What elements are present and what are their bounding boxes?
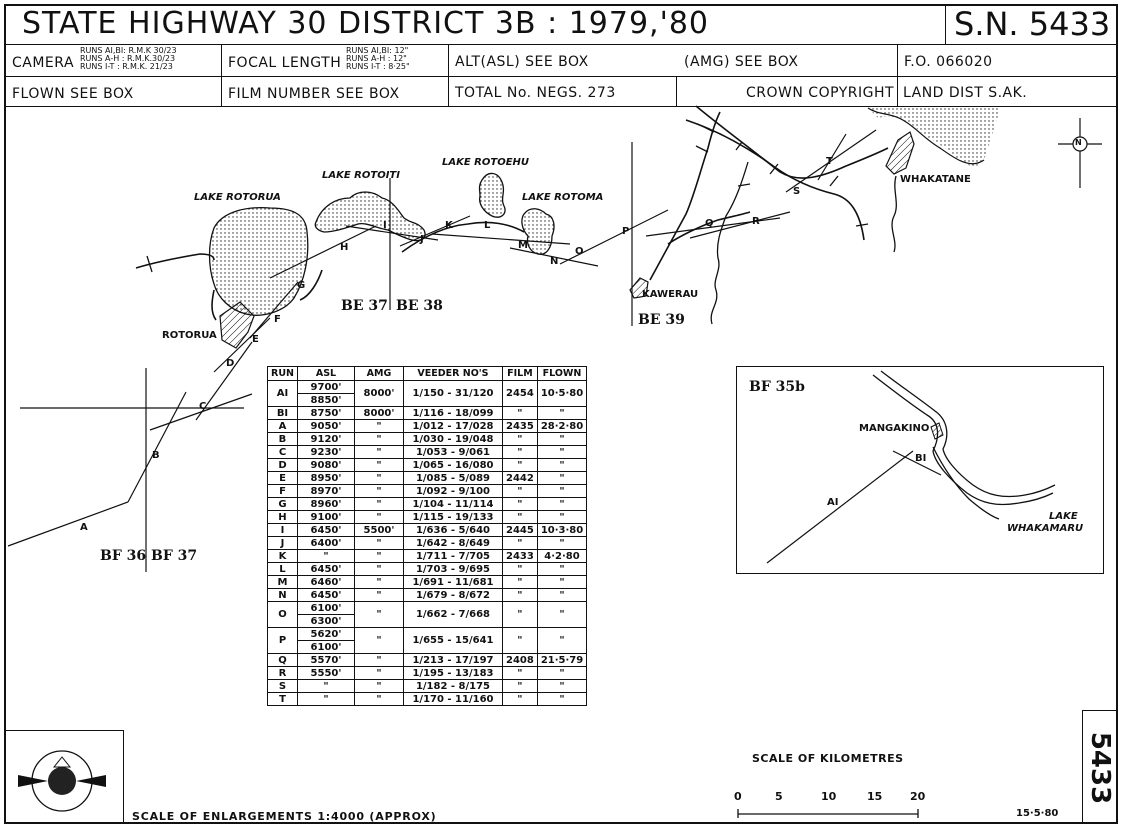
table-row [268, 511, 587, 524]
cell-asl: " [297, 550, 354, 563]
cell-amg: " [354, 472, 403, 485]
cell-amg: " [354, 667, 403, 680]
run-label-d: D [226, 358, 235, 369]
scale-bar [734, 806, 924, 820]
cell-amg: " [354, 628, 403, 654]
side-sheet-number-box [1082, 710, 1118, 824]
run-label-h: H [340, 242, 349, 253]
cell-run: N [268, 589, 298, 602]
sheet-bf37-label: BF 37 [151, 548, 198, 564]
cell-run: G [268, 498, 298, 511]
cell-run: A [268, 420, 298, 433]
fo-number: F.O. 066020 [904, 54, 993, 70]
col-run: RUN [268, 367, 298, 381]
run-label-l: L [484, 220, 491, 231]
side-sheet-number-wrap [1085, 713, 1115, 823]
table-row [268, 550, 587, 563]
river-whakatane [892, 176, 896, 252]
run-label-e: E [252, 334, 259, 345]
nz-aerial-mapping-logo [4, 731, 120, 821]
run-label-c: C [199, 401, 207, 412]
cell-flown: 10·5·80 [537, 381, 586, 407]
cell-veeder: 1/691 - 11/681 [403, 576, 502, 589]
run-label-n: N [550, 256, 559, 267]
table-row [268, 485, 587, 498]
cell-veeder: 1/703 - 9/695 [403, 563, 502, 576]
table-row [268, 498, 587, 511]
cell-amg: " [354, 433, 403, 446]
mangakino-town [931, 423, 943, 439]
cell-film: " [502, 446, 537, 459]
cell-veeder: 1/213 - 17/197 [403, 654, 502, 667]
mangakino-label: MANGAKINO [859, 423, 930, 434]
run-details-table [267, 366, 587, 706]
north-label: N [1075, 138, 1082, 147]
cell-run: B [268, 433, 298, 446]
sheet-bf36-label: BF 36 [100, 548, 147, 564]
scale-ticks [734, 790, 934, 804]
run-label-g: G [297, 280, 306, 291]
cell-run: S [268, 680, 298, 693]
cell-run: T [268, 693, 298, 706]
cell-asl: 8750' [297, 407, 354, 420]
cell-amg: " [354, 485, 403, 498]
inset-sheet-label: BF 35b [749, 379, 805, 395]
run-table-body [268, 381, 587, 706]
run-label-j: J [420, 234, 424, 245]
sheet-serial-number: S.N. 5433 [954, 5, 1111, 43]
river-tarawera [711, 162, 748, 324]
camera-label: CAMERA [12, 55, 75, 71]
scale-tick-15: 15 [867, 790, 883, 803]
cell-amg: " [354, 602, 403, 628]
cell-asl: 6450' [297, 589, 354, 602]
lake-rotoehu-shape [480, 173, 506, 217]
run-label-f: F [274, 314, 281, 325]
cell-veeder: 1/195 - 13/183 [403, 667, 502, 680]
cell-asl: 9050' [297, 420, 354, 433]
scale-tick-20: 20 [910, 790, 926, 803]
inset-runs [767, 451, 941, 563]
cell-run: K [268, 550, 298, 563]
table-row [268, 680, 587, 693]
cell-run: C [268, 446, 298, 459]
cell-film: " [502, 498, 537, 511]
table-row [268, 446, 587, 459]
cell-asl: 8970' [297, 485, 354, 498]
cell-veeder: 1/104 - 11/114 [403, 498, 502, 511]
table-row [268, 654, 587, 667]
cell-asl: 9700' [297, 381, 354, 394]
table-row [268, 537, 587, 550]
run-label-o: O [575, 246, 584, 257]
cell-veeder: 1/030 - 19/048 [403, 433, 502, 446]
cell-flown: " [537, 576, 586, 589]
inset-run-b1-label: BI [915, 453, 927, 464]
col-film: FILM [502, 367, 537, 381]
cell-asl: 6100' [297, 641, 354, 654]
col-asl: ASL [297, 367, 354, 381]
cell-veeder: 1/170 - 11/160 [403, 693, 502, 706]
land-district: LAND DIST S.AK. [903, 85, 1028, 101]
run-label-b: B [152, 450, 160, 461]
cell-veeder: 1/642 - 8/649 [403, 537, 502, 550]
cell-flown: 10·3·80 [537, 524, 586, 537]
cell-run: AI [268, 381, 298, 407]
cell-amg: " [354, 550, 403, 563]
table-row [268, 602, 587, 615]
lake-whakamaru-label-1: LAKE [1049, 511, 1078, 522]
scale-of-enlargements: SCALE OF ENLARGEMENTS 1:4000 (APPROX) [132, 810, 437, 823]
cell-amg: " [354, 446, 403, 459]
cell-amg: " [354, 420, 403, 433]
cell-film: 2435 [502, 420, 537, 433]
cell-flown: " [537, 589, 586, 602]
sheet-be39-label: BE 39 [638, 312, 685, 328]
cell-film: 2433 [502, 550, 537, 563]
cell-flown: " [537, 472, 586, 485]
cell-film: " [502, 459, 537, 472]
cell-film: " [502, 576, 537, 589]
cell-flown: " [537, 537, 586, 550]
north-arrow [1058, 118, 1102, 188]
cell-film: " [502, 537, 537, 550]
cell-run: H [268, 511, 298, 524]
lake-rotoma-label: LAKE ROTOMA [522, 192, 604, 203]
cell-veeder: 1/182 - 8/175 [403, 680, 502, 693]
altitude-label: ALT(ASL) SEE BOX [455, 54, 589, 70]
cell-asl: " [297, 680, 354, 693]
cell-amg: " [354, 576, 403, 589]
cell-amg: " [354, 680, 403, 693]
cell-amg: " [354, 654, 403, 667]
cell-film: " [502, 628, 537, 654]
table-row [268, 563, 587, 576]
cell-run: M [268, 576, 298, 589]
cell-amg: 8000' [354, 407, 403, 420]
cell-veeder: 1/655 - 15/641 [403, 628, 502, 654]
col-amg: AMG [354, 367, 403, 381]
inset-map-bf35b [736, 366, 1104, 574]
table-row [268, 667, 587, 680]
table-row [268, 589, 587, 602]
cell-amg: 8000' [354, 381, 403, 407]
sheet-be38-label: BE 38 [396, 298, 443, 314]
cell-flown: " [537, 511, 586, 524]
crown-copyright: CROWN COPYRIGHT [746, 85, 895, 101]
cell-asl: 6300' [297, 615, 354, 628]
cell-flown: " [537, 693, 586, 706]
cell-asl: 8850' [297, 394, 354, 407]
lake-whakamaru-label-2: WHAKAMARU [1007, 523, 1084, 534]
cell-asl: 8960' [297, 498, 354, 511]
lake-rotorua-shape [210, 208, 308, 316]
run-label-p: P [622, 226, 630, 237]
cell-run: J [268, 537, 298, 550]
scale-tick-5: 5 [775, 790, 783, 803]
run-label-s: S [793, 186, 801, 197]
cell-flown: " [537, 667, 586, 680]
cell-film: 2454 [502, 381, 537, 407]
cell-asl: 8950' [297, 472, 354, 485]
cell-film: " [502, 589, 537, 602]
cell-asl: 9080' [297, 459, 354, 472]
rotorua-label: ROTORUA [162, 330, 217, 341]
cell-run: D [268, 459, 298, 472]
cell-flown: " [537, 498, 586, 511]
table-row [268, 381, 587, 394]
scale-tick-10: 10 [821, 790, 837, 803]
cell-veeder: 1/085 - 5/089 [403, 472, 502, 485]
whakatane-town [886, 132, 914, 174]
coastline-sea [868, 108, 1000, 166]
cell-veeder: 1/065 - 16/080 [403, 459, 502, 472]
cell-film: " [502, 511, 537, 524]
page-title: STATE HIGHWAY 30 DISTRICT 3B : 1979,'80 [22, 6, 710, 41]
cell-flown: " [537, 485, 586, 498]
scale-km-label: SCALE OF KILOMETRES [752, 752, 904, 765]
cell-flown: 28·2·80 [537, 420, 586, 433]
road-kawerau [650, 112, 720, 280]
cell-film: " [502, 602, 537, 628]
cell-asl: 9100' [297, 511, 354, 524]
cell-flown: " [537, 459, 586, 472]
cell-asl: 6460' [297, 576, 354, 589]
cell-amg: " [354, 498, 403, 511]
sheet-be37-label: BE 37 [341, 298, 388, 314]
cell-flown: " [537, 628, 586, 654]
cell-flown: " [537, 563, 586, 576]
cell-run: L [268, 563, 298, 576]
table-row [268, 433, 587, 446]
cell-run: E [268, 472, 298, 485]
road-rotorua-south [212, 290, 216, 320]
run-label-i: I [383, 220, 387, 231]
table-row [268, 420, 587, 433]
kawerau-label: KAWERAU [642, 289, 699, 300]
table-header-row [268, 367, 587, 381]
cell-asl: 6450' [297, 524, 354, 537]
run-label-q: Q [705, 218, 714, 229]
flown-label: FLOWN SEE BOX [12, 86, 134, 102]
cell-veeder: 1/679 - 8/672 [403, 589, 502, 602]
lake-rotoiti-shape [315, 192, 425, 241]
lake-rotoehu-label: LAKE ROTOEHU [442, 157, 530, 168]
inset-map-svg [737, 367, 1105, 575]
cell-veeder: 1/115 - 19/133 [403, 511, 502, 524]
plot-date: 15·5·80 [1016, 808, 1059, 819]
table-row [268, 628, 587, 641]
cell-flown: 21·5·79 [537, 654, 586, 667]
cell-flown: " [537, 446, 586, 459]
cell-film: " [502, 407, 537, 420]
cell-veeder: 1/150 - 31/120 [403, 381, 502, 407]
table-row [268, 472, 587, 485]
cell-amg: " [354, 537, 403, 550]
cell-film: " [502, 680, 537, 693]
cell-run: BI [268, 407, 298, 420]
whakatane-label: WHAKATANE [900, 174, 971, 185]
cell-amg: 5500' [354, 524, 403, 537]
table-row [268, 576, 587, 589]
cell-amg: " [354, 459, 403, 472]
cell-asl: 6400' [297, 537, 354, 550]
cell-veeder: 1/116 - 18/099 [403, 407, 502, 420]
cell-film: " [502, 693, 537, 706]
table-row [268, 524, 587, 537]
cell-run: R [268, 667, 298, 680]
logo-box [4, 730, 124, 824]
cell-flown: " [537, 433, 586, 446]
camera-runs: RUNS AI,BI: R.M.K 30/23 RUNS A-H : R.M.K.30/23 RUNS I-T : R.M.K. 21/23 [80, 46, 177, 71]
cell-veeder: 1/662 - 7/668 [403, 602, 502, 628]
focal-length-runs: RUNS AI,BI: 12" RUNS A-H : 12" RUNS I-T : 8·25" [346, 46, 410, 71]
cell-veeder: 1/711 - 7/705 [403, 550, 502, 563]
cell-film: " [502, 667, 537, 680]
cell-run: O [268, 602, 298, 628]
cell-veeder: 1/053 - 9/061 [403, 446, 502, 459]
cell-asl: 9120' [297, 433, 354, 446]
lake-rotoiti-label: LAKE ROTOITI [322, 170, 400, 181]
cell-run: Q [268, 654, 298, 667]
cell-run: F [268, 485, 298, 498]
cell-veeder: 1/092 - 9/100 [403, 485, 502, 498]
table-row [268, 407, 587, 420]
cell-asl: 5620' [297, 628, 354, 641]
film-number-label: FILM NUMBER SEE BOX [228, 86, 400, 102]
inset-river [873, 371, 1055, 519]
cell-asl: 5550' [297, 667, 354, 680]
scale-tick-0: 0 [734, 790, 742, 803]
cell-run: I [268, 524, 298, 537]
cell-asl: 5570' [297, 654, 354, 667]
lake-rotorua-label: LAKE ROTORUA [194, 192, 281, 203]
run-label-k: K [445, 220, 453, 231]
cell-amg: " [354, 511, 403, 524]
cell-asl: 9230' [297, 446, 354, 459]
run-label-r: R [752, 216, 760, 227]
cell-flown: " [537, 680, 586, 693]
amg-label: (AMG) SEE BOX [684, 54, 799, 70]
cell-amg: " [354, 563, 403, 576]
inset-run-a1-label: AI [827, 497, 839, 508]
total-negs-label: TOTAL No. NEGS. 273 [455, 85, 616, 101]
col-veeder: VEEDER NO'S [403, 367, 502, 381]
table-row [268, 459, 587, 472]
cell-film: " [502, 563, 537, 576]
side-sheet-number: 5433 [1085, 731, 1115, 805]
run-label-t: T [826, 156, 833, 167]
table-row [268, 693, 587, 706]
cell-run: P [268, 628, 298, 654]
col-flown: FLOWN [537, 367, 586, 381]
cell-amg: " [354, 693, 403, 706]
cell-film: " [502, 433, 537, 446]
cell-film: 2442 [502, 472, 537, 485]
cell-asl: 6100' [297, 602, 354, 615]
cell-asl: " [297, 693, 354, 706]
cell-film: 2408 [502, 654, 537, 667]
run-label-m: M [518, 240, 528, 251]
cell-asl: 6450' [297, 563, 354, 576]
cell-film: 2445 [502, 524, 537, 537]
cell-amg: " [354, 589, 403, 602]
run-label-a: A [80, 522, 88, 533]
cell-veeder: 1/012 - 17/028 [403, 420, 502, 433]
cell-flown: " [537, 407, 586, 420]
cell-veeder: 1/636 - 5/640 [403, 524, 502, 537]
cell-film: " [502, 485, 537, 498]
focal-length-label: FOCAL LENGTH [228, 55, 342, 71]
cell-flown: " [537, 602, 586, 628]
cell-flown: 4·2·80 [537, 550, 586, 563]
